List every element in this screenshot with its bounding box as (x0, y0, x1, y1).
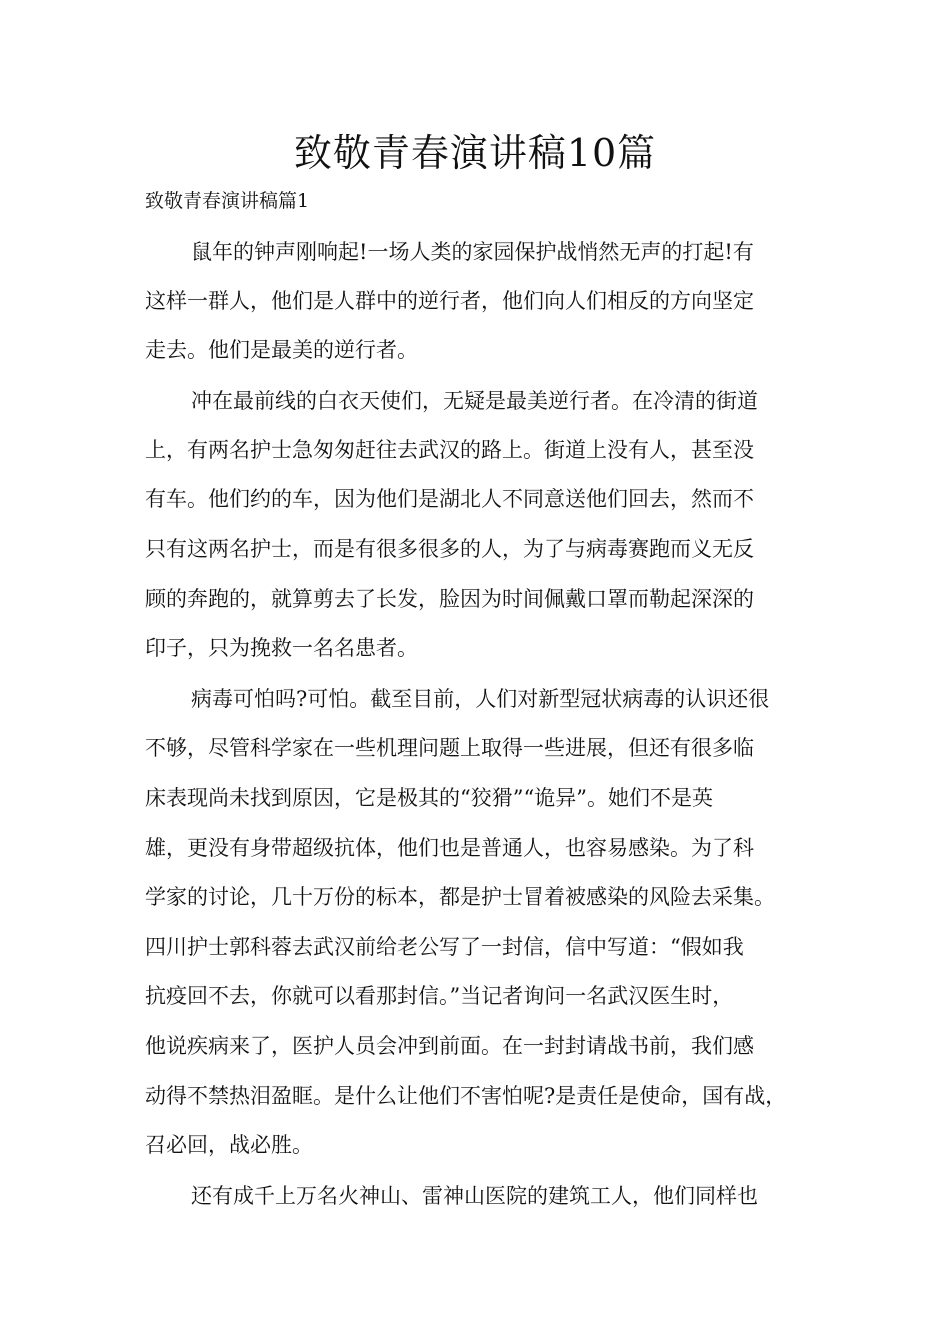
text-line: 走去。他们是最美的逆行者。 (145, 338, 418, 362)
text-line: 鼠年的钟声刚响起!一场人类的家园保护战悄然无声的打起!有 (191, 240, 754, 264)
text-line: 冲在最前线的白衣天使们，无疑是最美逆行者。在冷清的街道 (191, 389, 758, 413)
text-line: 他说疾病来了，医护人员会冲到前面。在一封封请战书前，我们感 (145, 1034, 754, 1058)
text-line: 还有成千上万名火神山、雷神山医院的建筑工人，他们同样也 (191, 1184, 758, 1208)
document-title: 致敬青春演讲稿10篇 (293, 131, 657, 175)
text-line: 有车。他们约的车，因为他们是湖北人不同意送他们回去，然而不 (145, 487, 754, 511)
text-line: 印子，只为挽救一名名患者。 (145, 636, 418, 660)
section-heading: 致敬青春演讲稿篇1 (145, 190, 310, 212)
text-line: 不够，尽管科学家在一些机理问题上取得一些进展，但还有很多临 (145, 736, 754, 760)
text-line: 四川护士郭科蓉去武汉前给老公写了一封信，信中写道：“假如我 (145, 935, 744, 959)
text-line: 只有这两名护士，而是有很多很多的人，为了与病毒赛跑而义无反 (145, 537, 754, 561)
text-line: 病毒可怕吗?可怕。截至目前，人们对新型冠状病毒的认识还很 (191, 687, 770, 711)
text-line: 床表现尚未找到原因，它是极其的“狡猾”“诡异”。她们不是英 (145, 786, 713, 810)
text-line: 这样一群人，他们是人群中的逆行者，他们向人们相反的方向坚定 (145, 289, 754, 313)
text-line: 雄，更没有身带超级抗体，他们也是普通人，也容易感染。为了科 (145, 836, 754, 860)
text-line: 学家的讨论，几十万份的标本，都是护士冒着被感染的风险去采集。 (145, 885, 775, 909)
text-line: 顾的奔跑的，就算剪去了长发，脸因为时间佩戴口罩而勒起深深的 (145, 587, 754, 611)
text-line: 动得不禁热泪盈眶。是什么让他们不害怕呢?是责任是使命，国有战， (145, 1084, 787, 1108)
text-line: 上，有两名护士急匆匆赶往去武汉的路上。街道上没有人，甚至没 (145, 438, 754, 462)
text-line: 召必回，战必胜。 (145, 1133, 313, 1157)
text-line: 抗疫回不去，你就可以看那封信。”当记者询问一名武汉医生时， (145, 984, 734, 1008)
